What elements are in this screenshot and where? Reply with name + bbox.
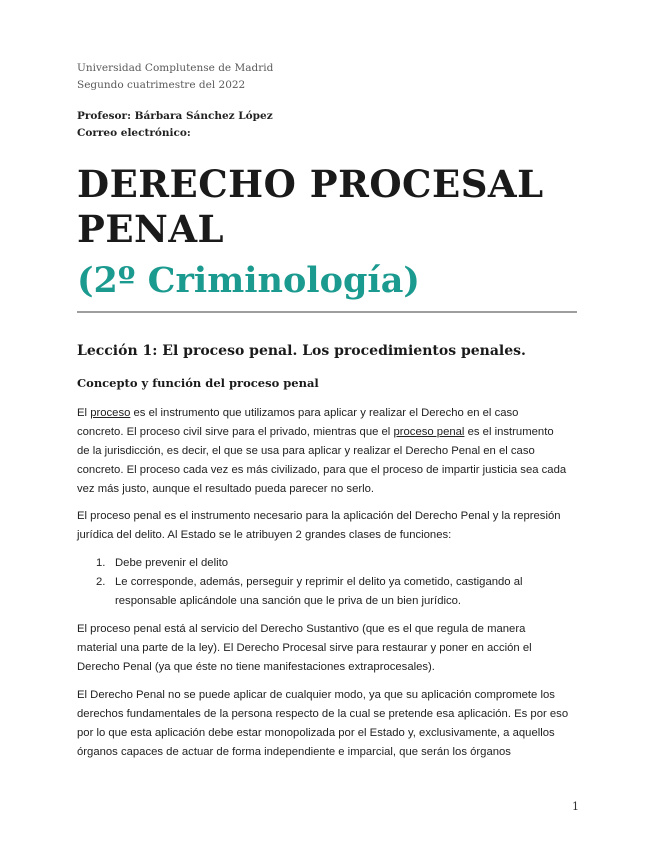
paragraph-line: por lo que esta aplicación debe estar monopolizada por el Estado y, exclusivamente, a aquellos (77, 727, 555, 739)
page-number: 1 (572, 800, 579, 813)
lesson-heading: Lección 1: El proceso penal. Los procedimientos penales. (77, 343, 526, 359)
underlined-term: proceso (90, 407, 131, 419)
term-info: Segundo cuatrimestre del 2022 (77, 79, 246, 91)
paragraph-line: de la jurisdicción, es decir, el que se usa para aplicar y realizar el Derecho Penal en el caso (77, 445, 535, 457)
list-number: 1. (96, 557, 106, 569)
list-number: 2. (96, 576, 106, 588)
title-line-1: DERECHO PROCESAL (77, 162, 544, 206)
list-item (96, 554, 576, 573)
title-line-2: PENAL (77, 207, 225, 251)
university-name: Universidad Complutense de Madrid (77, 62, 274, 74)
document-subtitle: (2º Criminología) (77, 260, 420, 301)
functions-list (96, 554, 576, 611)
paragraph-line: El proceso penal es el instrumento necesario para la aplicación del Derecho Penal y la represión (77, 510, 561, 522)
email-label: Correo electrónico: (77, 127, 191, 139)
paragraph-line: vez más justo, aunque el resultado pueda parecer no serlo. (77, 483, 375, 495)
list-item-text: responsable aplicándole una sanción que le priva de un bien jurídico. (115, 595, 462, 607)
paragraph-line: material una parte de la ley). El Derecho Procesal sirve para restaurar y poner en acción el (77, 642, 532, 654)
underlined-term: proceso penal (393, 426, 465, 438)
paragraph-line: derechos fundamentales de la persona respecto de la cual se pretende esa aplicación. Es por eso (77, 708, 569, 720)
list-item (96, 573, 576, 611)
paragraph-line: Derecho Penal (ya que éste no tiene manifestaciones extraprocesales). (77, 661, 435, 673)
paragraph-line: El proceso penal está al servicio del Derecho Sustantivo (que es el que regula de manera (77, 623, 526, 635)
document-title (77, 162, 597, 252)
paragraph-line: concreto. El proceso civil sirve para el privado, mientras que el proceso penal es el instrumento (77, 426, 554, 438)
paragraph-3 (77, 620, 577, 677)
paragraph-line: El proceso es el instrumento que utilizamos para aplicar y realizar el Derecho en el caso (77, 407, 519, 419)
paragraph-line: concreto. El proceso cada vez es más civilizado, para que el proceso de impartir justicia sea cada (77, 464, 567, 476)
paragraph-line: jurídica del delito. Al Estado se le atribuyen 2 grandes clases de funciones: (77, 529, 452, 541)
paragraph-line: órganos capaces de actuar de forma independiente e imparcial, que serán los órganos (77, 746, 511, 758)
list-item-text: Le corresponde, además, perseguir y reprimir el delito ya cometido, castigando al (115, 576, 523, 588)
paragraph-1 (77, 404, 577, 499)
professor-name: Profesor: Bárbara Sánchez López (77, 110, 273, 122)
paragraph-2 (77, 507, 577, 545)
list-item-text: Debe prevenir el delito (115, 557, 229, 569)
paragraph-4 (77, 686, 577, 762)
title-divider (77, 311, 577, 313)
paragraph-line: El Derecho Penal no se puede aplicar de cualquier modo, ya que su aplicación compromete los (77, 689, 555, 701)
section-heading: Concepto y función del proceso penal (77, 376, 319, 390)
